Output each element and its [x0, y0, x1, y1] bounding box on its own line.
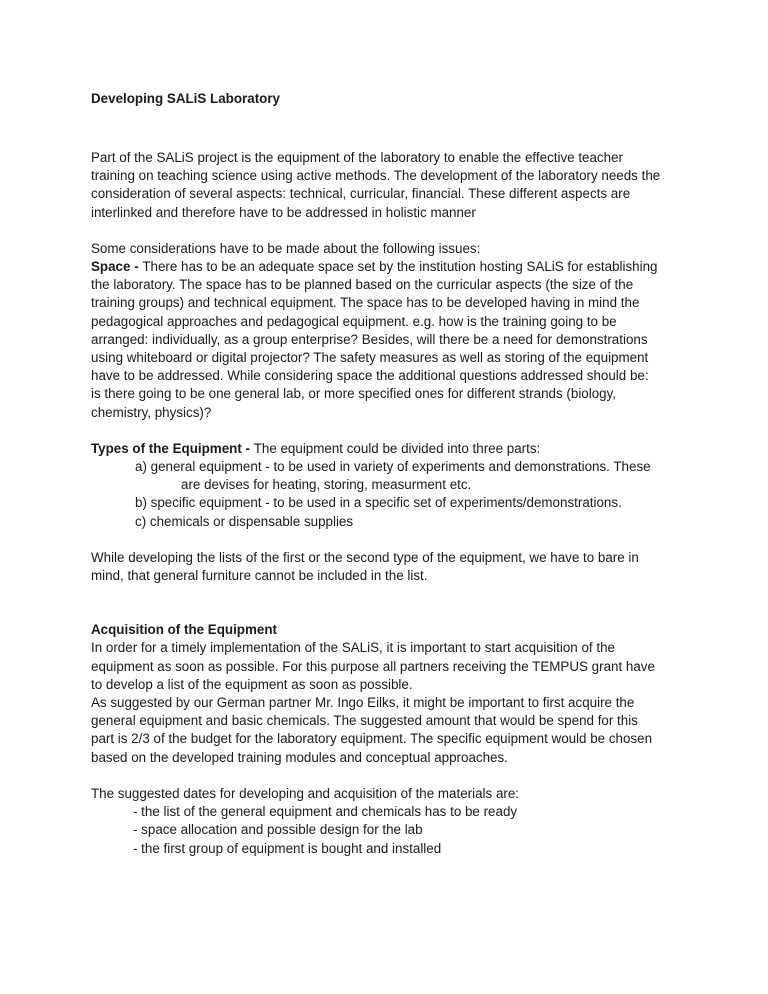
acquisition-heading: Acquisition of the Equipment: [91, 622, 277, 638]
text-line: As suggested by our German partner Mr. Ingo Eilks, it might be important to first acquire the: [91, 695, 635, 711]
list-item: - the first group of equipment is bought and installed: [133, 840, 442, 856]
list-item: b) specific equipment - to be used in a specific set of experiments/demonstrations.: [135, 495, 622, 511]
lists-note-paragraph: [91, 549, 691, 585]
text-line: interlinked and therefore have to be addressed in holistic manner: [91, 204, 476, 220]
considerations-intro: Some considerations have to be made about the following issues:: [91, 240, 481, 256]
text-line: training groups) and technical equipment. The space has to be developed having in mind the: [91, 295, 640, 311]
text-line: [91, 258, 691, 276]
text-line: Part of the SALiS project is the equipment of the laboratory to enable the effective teacher: [91, 150, 623, 165]
space-first-line: There has to be an adequate space set by the institution hosting SALiS for establishing: [142, 259, 658, 275]
list-item-continuation: are devises for heating, storing, measurment etc.: [181, 477, 472, 493]
text-line: consideration of several aspects: technical, curricular, financial. These different aspects are: [91, 186, 631, 202]
text-line: using whiteboard or digital projector? The safety measures as well as storing of the equipment: [91, 350, 649, 366]
text-line: [91, 440, 691, 458]
document-page: [91, 90, 691, 858]
text-line: training on teaching science using active methods. The development of the laboratory needs the: [91, 168, 661, 184]
intro-paragraph: [91, 149, 691, 222]
text-line: general equipment and basic chemicals. The suggested amount that would be spend for this: [91, 713, 638, 729]
space-section: [91, 258, 691, 422]
text-line: have to be addressed. While considering space the additional questions addressed should be:: [91, 368, 649, 384]
text-line: pedagogical approaches and pedagogical equipment. e.g. how is the training going to be: [91, 313, 617, 329]
text-line: the laboratory. The space has to be planned based on the curricular aspects (the size of the: [91, 277, 634, 293]
types-heading: Types of the Equipment -: [91, 440, 254, 456]
document-title: Developing SALiS Laboratory: [91, 91, 280, 106]
text-line: based on the developed training modules and conceptual approaches.: [91, 749, 508, 765]
list-item: - the list of the general equipment and chemicals has to be ready: [133, 804, 518, 820]
text-line: chemistry, physics)?: [91, 404, 212, 420]
text-line: to develop a list of the equipment as soon as possible.: [91, 676, 413, 692]
list-item: - space allocation and possible design for the lab: [133, 822, 423, 838]
list-item: a) general equipment - to be used in variety of experiments and demonstrations. These: [135, 459, 651, 475]
acquisition-section: [91, 621, 691, 767]
space-heading: Space -: [91, 259, 143, 275]
text-line: While developing the lists of the first or the second type of the equipment, we have to bare in: [91, 549, 639, 565]
list-item: c) chemicals or dispensable supplies: [135, 513, 354, 529]
types-section: [91, 440, 691, 531]
types-first-line: The equipment could be divided into three parts:: [253, 440, 541, 456]
text-line: part is 2/3 of the budget for the laboratory equipment. The specific equipment would be chosen: [91, 731, 653, 747]
text-line: is there going to be one general lab, or more specified ones for different strands (biology,: [91, 386, 617, 402]
text-line: mind, that general furniture cannot be included in the list.: [91, 568, 428, 584]
text-line: arranged: individually, as a group enterprise? Besides, will there be a need for demonstrations: [91, 331, 648, 347]
dates-intro: The suggested dates for developing and acquisition of the materials are:: [91, 785, 520, 801]
text-line: In order for a timely implementation of the SALiS, it is important to start acquisition of the: [91, 640, 615, 656]
text-line: equipment as soon as possible. For this purpose all partners receiving the TEMPUS grant have: [91, 658, 655, 674]
dates-section: [91, 785, 691, 858]
